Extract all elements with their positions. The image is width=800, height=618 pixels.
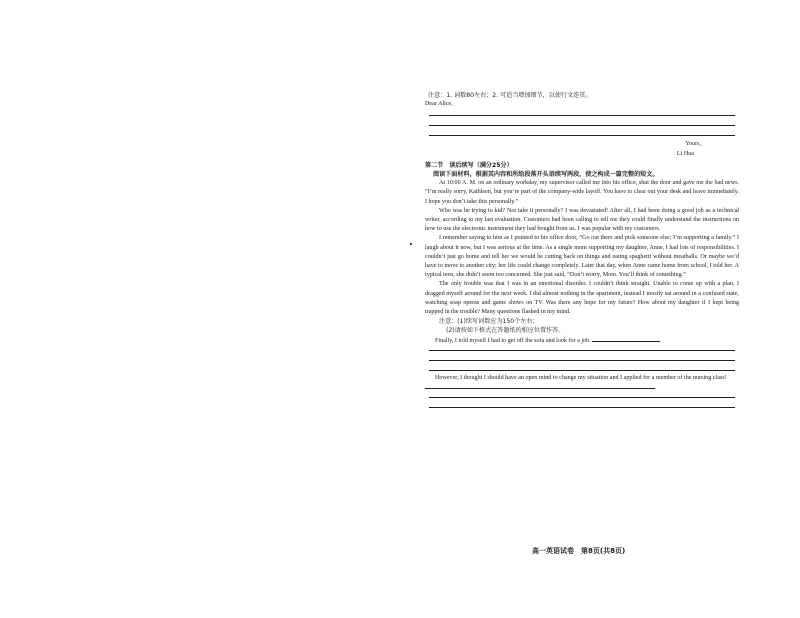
letter-signature: Li Hua [676,150,694,157]
story-paragraph: Who was he trying to kid? Not take it personally? I was devastated! After all, I had been doing a good job as a technical writer, according to my last evaluation. Customers had been calling to tell me they could finally understand the instructions on how to use the electronic instrument they had bought from us. I was popular with my customers. [425,207,739,233]
answer-line [429,407,735,408]
requirements [439,317,739,326]
continuation-opening-2 [425,374,739,393]
exam-column [425,91,739,408]
requirements-label: 注意： [439,318,458,326]
answer-line [592,336,660,342]
writing-note: 注意：1. 词数80左右；2. 可适当增加细节，以使行文连贯。 [428,92,592,99]
story-paragraph: I remember saying to him as I pointed to his office door, “Go out there and pick someone else; I’m supporting a family.” I laugh about it now, but I was serious at the time. As a single mom supporting my daughter, Anne, I had lots of responsibilities. I couldn’t just go home and tell her we would be cutting back on things and eating spaghetti without meatballs. Or maybe we’d have to move to another city; her life could change completely. Later that day, when Anne came home from school, I told her. A typical teen, she didn’t seem too concerned. She just said, “Don’t worry, Mom. You’ll think of something.” [425,235,739,279]
page-footer: 高一英语试卷 第8页(共8页) [532,547,626,555]
continuation-text: Finally, I told myself I had to get off the sofa and look for a job. [435,337,591,344]
requirement-item: (2)请按如下格式在答题纸的相应位置作答。 [446,327,565,335]
answer-line [425,383,655,389]
section-title: 第二节 读后续写（满分25分） [425,161,513,169]
letter-closing: Yours, [685,141,701,148]
requirement-item: (1)续写词数应为150个左右； [457,318,539,326]
continuation-text: However, I thought I should have an open mind to change my situation and I applied for a member of the nursing class! [435,374,727,381]
story-paragraph: At 10:00 A. M. on an ordinary workday, my supervisor called me into his office, shut the door and gave me the bad news. “I’m really sorry, Kathleen, but you’re part of the company-wide layoff. You have to clear out your desk and leave immediately. I hope you don’t take this personally.” [425,180,739,205]
continuation-opening-1 [425,336,739,346]
letter-salutation: Dear Alice, [425,101,453,108]
story-paragraph: The only trouble was that I was in an emotional disorder. I couldn’t think straight. Unable to come up with a plan, I dragged myself around for the next week. I did almost nothing in the apartment, instead I mostly sat around in a confused state, watching soap operas and game shows on TV. Was there any hope for my future? How about my daughter if I kept being trapped in the trouble? Many questions flashed in my mind. [425,281,739,316]
scan-speck [410,243,412,245]
section-instruction: 阅读下面材料，根据其内容和所给段落开头语续写两段，使之构成一篇完整的短文。 [433,171,659,179]
